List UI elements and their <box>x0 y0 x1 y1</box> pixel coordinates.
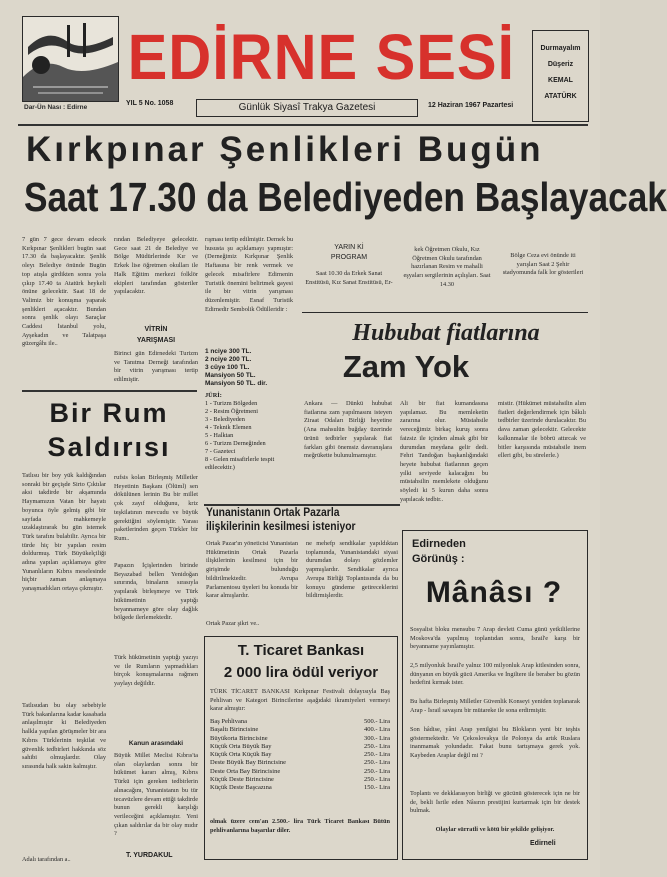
program-subtitle: PROGRAM <box>330 254 368 261</box>
ticaret-prize-row <box>210 743 390 751</box>
prize-value: 250.- Lira <box>364 751 390 759</box>
ticaret-prize-row <box>210 776 390 784</box>
prize-value: 300.- Lira <box>364 734 390 742</box>
rum-col1a: Tatlısu bir boy yük kaldığından sonraki bir geçişde Sirto Çıktılar aksi takdirde bir akşamında Haymamızın Vatan bir hayatı boyunca öyle gelmiş gibi bir sayfada mahkemeyle uzaklaştırarak bu gün istemek Türk tarafını bulabilir. Ayrıca bir türde hiç bir yapılan resim doldurmuş. Türk Büyükelçiliği adına yapılan açıklamaya göre Yunanlıların Kıbrıs meselesinde hiçbir zaman anlaşmaya yanaşmadıkları ortaya çıkmıştır. <box>22 472 106 593</box>
prize-label: Deste Büyük Bay Birincisine <box>210 759 287 767</box>
ticaret-prize-row <box>210 784 390 792</box>
motto-line: Düşeriz <box>547 61 574 68</box>
ticaret-intro: TÜRK TİCARET BANKASI Kırkpınar Festivali dolayısıyla Baş Pehlivan ve Kategori Birincilerine aşağıdaki ikramiyeleri vermeyi karar almıştır: <box>210 688 390 713</box>
mosque-engraving-icon <box>23 17 118 101</box>
prize-value: 400.- Lira <box>364 726 390 734</box>
ticaret-prize-list <box>210 718 390 793</box>
ticaret-footer: olmak üzere cem'an 2.500.- lira Türk Ticaret Bankası Bütün pehlivanlarına başarılar diler. <box>210 818 390 834</box>
ticaret-prize-row <box>210 735 390 743</box>
issue-number: YIL 5 No. 1058 <box>126 100 174 107</box>
edirneden-title3: Mânâsı ? <box>425 576 563 609</box>
prize-label: Baş Pehlivana <box>210 718 248 725</box>
prize-item: Mansiyon 50 TL. <box>205 372 256 379</box>
edirneden-p2: 2,5 milyonluk İsrail'e yalnız 100 milyonluk Arap kitlesinden sonra, dünyanın en büyük gücü Amerika ve İngiltere ile beraber bu gözün hedefini kırmak ister. <box>410 662 580 687</box>
prize-list <box>205 348 293 388</box>
jury-item: 7 - Gazeteci <box>205 448 236 455</box>
program-title: YARIN Kİ <box>334 244 364 251</box>
ticaret-prize-row <box>210 726 390 734</box>
edirneden-p6: Olaylar sürratli ve kötü bir şekilde gelişiyor. <box>435 826 555 833</box>
edirneden-p5: Toplantı ve dekklarasyon birliği ve gücünü gösterecek için ne bir de, bekli İsrile eden Nâsırın prestijini kurtarmak için bir destek bulmak. <box>410 790 580 815</box>
edirneden-title2: Görünüş : <box>412 553 465 565</box>
vitrin-subtitle: YARIŞMASI <box>136 337 176 344</box>
rum-col1b: Tatlısudan bu olay sebebiyle Türk bakanlarına kadar kasabada anlaşılmıştır ki Belediyeden halkla yapılan görüşmeler bir ara Kıbrıs Türklerinin teşkilat ve güvenlik tedbirleri hakkında söz sahibi olmuşlardır. Olay sırasında halk sakin kalmıştır. <box>22 702 106 770</box>
prize-label: Deste Orta Bay Birincisine <box>210 767 281 775</box>
rum-col2c: Türk hükümetinin yaptığı yazıyı ve ile Rumların yapmadıkları birçok konuşmalarına rağmen yaylayı değildir. <box>114 654 198 688</box>
lead-col4: Saat 10.30 da Erkek Sanat Enstitüsü, Kız Sanat Enstitüsü, Er- <box>305 270 393 286</box>
rum-col2d: Büyük Millet Meclisi Kıbrıs'ta olan olaylardan sonra bir hükümet kararı almış, Kıbrıs Türkü için gereken tedbirlerin alınacağını, Yunanistanın bu tür tecavüzlere devam ettiği takdirde bunun gerekli karşılığı verileceğini açıklamıştır. Yeni çıkan saldırılar da bir olay mıdır ? <box>114 752 198 838</box>
ticaret-title1: T. Ticaret Bankası <box>237 642 365 659</box>
prize-value: 250.- Lira <box>364 776 390 784</box>
jury-item: 3 - Belediyeden <box>205 416 245 423</box>
prize-label: Küçük Deste Başcazına <box>210 784 272 792</box>
prize-label: Başaltı Birincisine <box>210 726 259 734</box>
ticaret-prize-row <box>210 718 390 726</box>
yunan-col1: Ortak Pazar'ın yöneticisi Yunanistan Hükümetinin Ortak Pazarla ilişkilerinin kesilmesi için bir girişimde bulunduğu bildirilmektedir. Avrupa Parlamentosu üyeleri bu konuda bir karar almışlardır. <box>206 540 298 600</box>
masthead-rule <box>18 124 588 126</box>
hububat-col1: Ankara — Dünkü hububat fiatlarına zam yapılmasını isteyen Ziraat Odaları Birliği heyetine (Ana mahsulün buğday üzerinde ürünü tedbirler yapılarak fiat farkları gibi önemsiz davranışlara meğrükette bulunulmamıştır. <box>304 400 392 460</box>
prize-label: Küçük Orta Küçük Bay <box>210 751 272 759</box>
main-headline-line2: Saat 17.30 da Belediyeden Başlayacak <box>24 174 667 220</box>
prize-label: Küçük Deste Birincisine <box>210 776 274 784</box>
jury-item: 8 - Gelen misafirlerle tespit edilecektir.) <box>205 456 275 471</box>
ticaret-prize-row <box>210 768 390 776</box>
lead-col6: Bölge Ceza evi önünde iti yarışları Saat 2 Şehir stadyomunda falk lor gösterileri <box>502 252 584 277</box>
jury-item: 1 - Turizm Bölgeden <box>205 400 258 407</box>
lead-col5: kek Öğretmen Okulu, Kız Öğretmen Okulu tarafından hazırlanan Resim ve mahalli eşyaları sergilerinin açılışları. Saat 14.30 <box>403 246 491 288</box>
rum-subhead: Kanun arasındaki <box>128 740 184 747</box>
prize-value: 250.- Lira <box>364 742 390 750</box>
ticaret-prize-row <box>210 751 390 759</box>
rum-signature: T. YURDAKUL <box>126 852 173 859</box>
motto-line: ATATÜRK <box>544 93 577 100</box>
prize-item: 3 cüye 100 TL. <box>205 364 250 371</box>
prize-item: Mansiyon 50 TL. dir. <box>205 380 268 387</box>
edirneden-p1: Sosyalist bloku mensubu 7 Arap devleti Cuma günü yetkililerine Moskova'da yapılmış toplantıdan sonra, İsrail'e karşı bir beyanname yayınlamıştır. <box>410 626 580 651</box>
yunan-col2: ne mehefp sendikalar yapıldıktan toplamında, Yunanistandaki siyasi durumdan dolayı gözlemler yapmışlardır. Sendikalar ayrıca Avrupa Birliği Toplantısında da bu konuyu gündeme getireceklerini bildirmişlerdir. <box>306 540 398 600</box>
rum-col1c: Adalı tarafından a.. <box>22 856 71 863</box>
newspaper-title: EDİRNE SESİ <box>127 21 515 93</box>
rum-col2a: rufsis kolan Birleşmiş Milletler Heyetinin Başkanı (Ölüml) sen dökülünen lerinin Bu bir millet çok zayıf olduğunu, kriz teşkilatının mevcudu ve büyük gerektiğini söylemiştir. Yarası paketlerinden geçen Türkler bir Rum.. <box>114 474 198 542</box>
edirneden-p3: Bu hafta Birleşmiş Milletler Güvenlik Konseyi yeniden toplanarak Arap - İsrail savaşını bir mütareke ile sona erdirmiştir. <box>410 698 580 714</box>
issue-date: 12 Haziran 1967 Pazartesi <box>428 102 514 109</box>
hububat-title1: Hububat fiatlarına <box>352 320 540 346</box>
ticaret-prize-row <box>210 759 390 767</box>
hububat-title2: Zam Yok <box>342 349 470 384</box>
lead-col2: rından Belediyeye gelecektir. Gece saat 21 de Belediye ve Bölge Müdürlerinde Kır ve Erkek lise öğretmen okulları ile Halk Eğitim merkezi folklör ekipleri tarafından gösteriler yapılacaktır. <box>114 236 198 296</box>
rum-rule-top <box>22 390 197 392</box>
prize-value: 250.- Lira <box>364 767 390 775</box>
prize-value: 150.- Lira <box>364 784 390 792</box>
rum-col2b: Papazın İçişlerinden birinde Beyazabad bellen Yenidoğan sınırında, binaların sırasıyla yapılarak birleşmeye ve Türk hükümetinin yaptığı beyannameye göre olay dağlık bölgede ilerlemektedir. <box>114 562 198 622</box>
ticaret-title2: 2 000 lira ödül veriyor <box>223 664 379 681</box>
lead-col2b: Birinci gün Edirnedeki Turizm ve Tanıtma Derneği tarafından bir vitrin yarışması tertip edilmiştir. <box>114 350 198 384</box>
motto-line: KEMAL <box>548 77 573 84</box>
lead-col1: 7 gün 7 gece devam edecek Kırkpınar Şenlikleri bugün saat 17.30 da başlayacaktır. Şenlik oleyı Belediye önünde Bugün top atışla girdikten sonra yola çıkıp 17.40 ta Atatürk heykeli önüne gelecektir. Saat 18 de Valimiz bir konuşma yaparak şenlikleri açacaktır. Bundan sonra şenlik olayı Saraçlar Caddesi İstanbul yolu, Ayşekadın ve Talatpaşa güzergâhı ile.. <box>22 236 106 348</box>
main-headline-line1: Kırkpınar Şenlikleri Bugün <box>26 130 544 169</box>
prize-item: 2 nciye 200 TL. <box>205 356 252 363</box>
yunan-title: Yunanistanın Ortak Pazarla ilişkilerinin kesilmesi isteniyor <box>206 507 356 533</box>
jury-item: 6 - Turizm Derneğinden <box>205 440 266 447</box>
jury-item: 2 - Resim Öğretmeni <box>205 408 258 415</box>
subtitle-box <box>196 99 418 117</box>
edirneden-title1: Edirneden <box>412 538 466 550</box>
hububat-col2: Ali bir fiat kumandasına yapılamaz. Bu memleketin zararına olur. Müstahsile vereceğimiz birkaç kuruş sonra faizsiz ile içinden almak gibi bir durumdan meydana gelir dedi. Fehri Tandoğan başkanlığındaki heyete hububat fiatlarının geçen yılki seviyede kalacağını bu müstahsilin memlekete olduğunu söyledi ki 5 kurun daha sonra yapılacak tedbir.. <box>400 400 488 503</box>
jury-item: 5 - Halktan <box>205 432 234 439</box>
edirneden-p4: Son hâdise, yâni Arap yenilgisi bu Blokların yeni bir teşhis göstermektedir. Ve Çekoslovakya ile Polonya da artık Ruslara inanmamak yolundadır. Fakat bunu tartışmaya gerek yok. Kaybeden Araplar değil mi ? <box>410 726 580 760</box>
lead-col3: rışması tertip edilmiştir. Dernek bu hususta şu açıklamayı yapmıştır: (Derneğimiz Kırkpınar Şenlik Haftasına bir renk vermek ve gelecek misafirlere Edirnenin Turistik önemini belirtmek gayesi ile bir vitrin yarışması düzenlemiştir. Esnaf Turistik Edirnedir Sembolik Ödülleridir : <box>205 236 293 313</box>
jury-title: JÜRİ: <box>205 392 222 399</box>
hububat-col3: mistir. (Hükümet müstahsilin alım fiatleri değerlendirmek için bâkılı tedbirler üzerinde durulacaktır. Bu dava zaman gelecektir. Gelecekte kalkınmalar ile böbrü attırcak ve bitler karşısında müstahsile inem elleri gibi, bu sürelerle.) <box>498 400 586 460</box>
masthead-logo <box>22 16 119 102</box>
logo-caption: Dar-Ün Nası : Edirne <box>24 104 88 111</box>
prize-item: 1 nciye 300 TL. <box>205 348 252 355</box>
jury-list <box>205 392 295 472</box>
prize-label: Küçük Orta Büyük Bay <box>210 742 272 750</box>
prize-value: 500.- Lira <box>364 718 390 725</box>
edirneden-signature: Edirneli <box>530 840 556 847</box>
newspaper-subtitle: Günlük Siyasî Trakya Gazetesi <box>238 102 376 113</box>
yunan-col1b: Ortak Pazar şikri ve.. <box>206 620 260 627</box>
rum-title2: Saldırısı <box>47 432 171 462</box>
prize-label: Büyükorta Birincisine <box>210 734 268 742</box>
motto-line: Durmayalım <box>540 45 581 52</box>
prize-value: 250.- Lira <box>364 759 390 767</box>
vitrin-title: VİTRİN <box>144 326 168 333</box>
jury-item: 4 - Teknik Elemen <box>205 424 252 431</box>
motto-box <box>532 30 589 122</box>
rum-title1: Bir Rum <box>49 398 169 428</box>
